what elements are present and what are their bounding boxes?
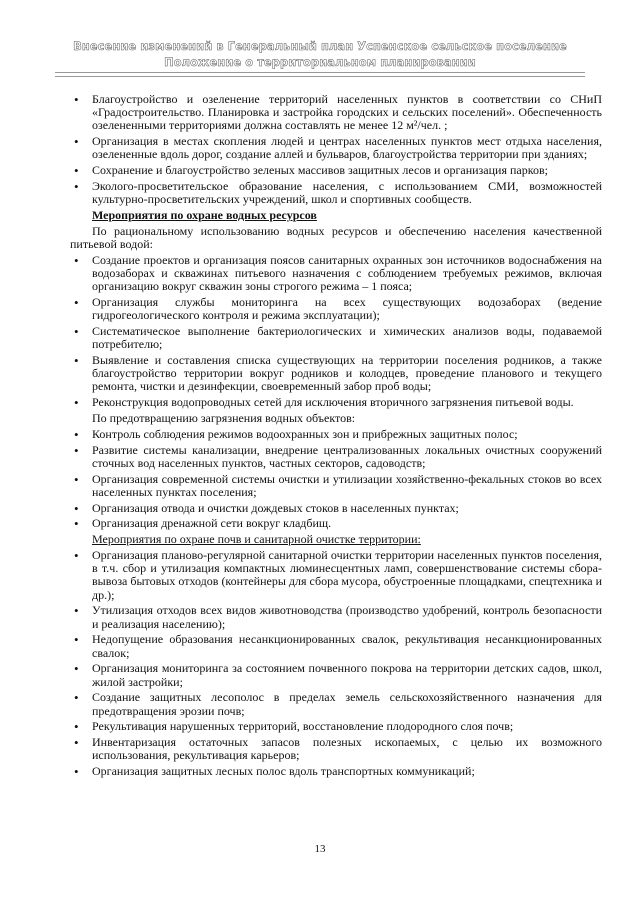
bullet-icon: • (74, 764, 79, 780)
bullet-icon: • (74, 179, 79, 194)
bullet-icon: • (74, 735, 79, 751)
list-item: • Организация современной системы очистки и утилизации хозяйственно-фекальных стоков во всех населенных пунктах поселения; (74, 471, 602, 499)
list-item: • Контроль соблюдения режимов водоохранных зон и прибрежных защитных полос; (74, 426, 518, 442)
greening-list (70, 93, 602, 206)
list-item: • Выявление и составления списка существующих на территории поселения родников, а также благоустройство территории вокруг родников и колодцев, проведение планового и текущего ремонта, чистки и дезинфекции, своевременный забор проб воды; (74, 353, 602, 394)
main-content (70, 93, 602, 781)
page-number: 13 (314, 843, 326, 855)
bullet-icon: • (74, 395, 79, 411)
water-pollution-intro: По предотвращению загрязнения водных объектов: (92, 411, 356, 425)
list-item: • Эколого-просветительское образование населения, с использованием СМИ, возможностей культурно-просветительских учреждений, школ и спортивных сообществ. (74, 179, 602, 207)
bullet-icon: • (74, 690, 79, 706)
bullet-icon: • (74, 500, 79, 516)
bullet-icon: • (74, 353, 79, 368)
list-item: • Благоустройство и озеленение территорий населенных пунктов в соответствии со СНиП «Градостроительство. Планировка и застройка городских и сельских поселений». Обеспеченность озелененными территориями должна составлять не менее 12 м²/чел. ; (74, 92, 602, 133)
list-item: • Организация планово-регулярной санитарной очистки территории населенных пунктов поселения, в т.ч. сбор и утилизация компактных люминесцентных ламп, совершенствование системы сбора-вывоза бытовых отходов (контейнеры для сбора мусора, обустроенные площадками, спецтехника и др.); (74, 547, 602, 602)
bullet-icon: • (74, 426, 79, 442)
list-item: • Организация в местах скопления людей и центрах населенных пунктов мест отдыха населения, озелененные вдоль дорог, создание аллей и бульваров, благоустройства территории при зданиях; (74, 134, 602, 162)
list-item: • Организация дренажной сети вокруг кладбищ. (74, 516, 332, 532)
bullet-icon: • (74, 134, 79, 150)
bullet-icon: • (74, 603, 79, 619)
list-item: • Недопущение образования несанкционированных свалок, рекультивация несанкционированных свалок; (74, 632, 602, 660)
list-item: • Систематическое выполнение бактериологических и химических анализов воды, подаваемой потребителю; (74, 324, 602, 352)
header-subtitle: Положение о территориальном планировании (164, 55, 476, 69)
bullet-icon: • (74, 442, 79, 458)
bullet-icon: • (74, 92, 79, 107)
water-intro: По рациональному использованию водных ресурсов и обеспечению населения качественной питьевой водой: (70, 223, 602, 251)
page-header (40, 38, 600, 70)
list-item: • Создание проектов и организация поясов санитарных охранных зон источников водоснабжения на водозаборах и скважинах питьевого назначения с соблюдением требуемых режимов, включая организацию вокруг скважин зоны строгого режима – 1 пояса; (74, 252, 602, 294)
list-item: • Создание защитных лесополос в пределах земель сельскохозяйственного назначения для предотвращения эрозии почв; (74, 690, 602, 718)
soil-list (70, 549, 602, 778)
list-item: • Организация мониторинга за состоянием почвенного покрова на территории детских садов, школ, жилой застройки; (74, 661, 602, 689)
bullet-icon: • (74, 719, 79, 735)
bullet-icon: • (74, 471, 79, 487)
list-item: • Организация отвода и очистки дождевых стоков в населенных пунктах; (74, 500, 459, 516)
bullet-icon: • (74, 516, 79, 532)
bullet-icon: • (74, 163, 79, 179)
water-section-heading: Мероприятия по охране водных ресурсов (92, 208, 317, 222)
water-use-list (70, 254, 602, 410)
list-item: • Организация защитных лесных полос вдоль транспортных коммуникаций; (74, 764, 475, 780)
bullet-icon: • (74, 632, 79, 648)
list-item: • Реконструкция водопроводных сетей для исключения вторичного загрязнения питьевой воды. (74, 395, 574, 411)
bullet-icon: • (74, 547, 79, 563)
header-divider (55, 72, 585, 77)
list-item: • Рекультивация нарушенных территорий, восстановление плодородного слоя почв; (74, 719, 514, 735)
list-item: • Развитие системы канализации, внедрение централизованных локальных очистных сооружений сточных вод населенных пунктов, частных секторов, садоводств; (74, 442, 602, 470)
list-item: • Инвентаризация остаточных запасов полезных ископаемых, с целью их возможного использования, рекультивация карьеров; (74, 735, 602, 763)
list-item: • Сохранение и благоустройство зеленых массивов защитных лесов и организация парков; (74, 163, 548, 179)
bullet-icon: • (74, 295, 79, 310)
list-item: • Организация службы мониторинга на всех существующих водозаборах (ведение гидрогеологического контроля и режима эксплуатации); (74, 295, 602, 323)
bullet-icon: • (74, 252, 79, 268)
soil-section-heading: Мероприятия по охране почв и санитарной очистке территории: (92, 532, 421, 547)
water-pollution-list (70, 428, 602, 531)
list-item: • Утилизация отходов всех видов животноводства (производство удобрений, контроль безопасности и реализация населению); (74, 603, 602, 631)
bullet-icon: • (74, 324, 79, 339)
bullet-icon: • (74, 661, 79, 677)
header-title: Внесение изменений в Генеральный план Успенское сельское поселение (73, 39, 567, 53)
